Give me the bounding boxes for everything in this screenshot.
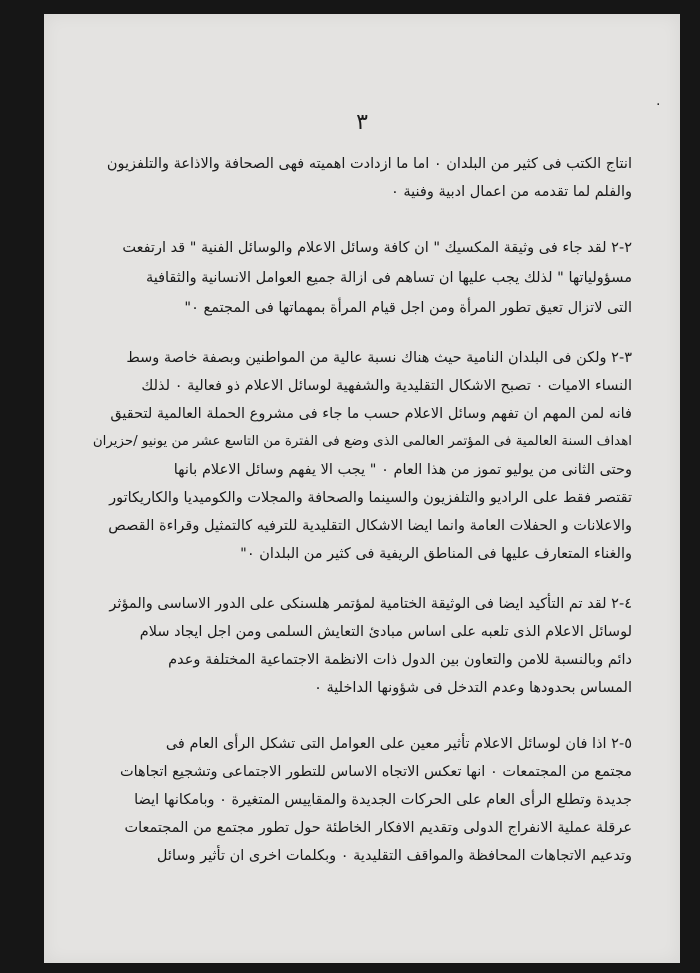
document-page [44,14,680,963]
paragraph-1-line-1: انتاج الكتب فى كثير من البلدان ٠ اما ما ازدادت اهميته فهى الصحافة والاذاعة والتلفزيون [106,156,632,172]
page-number: ٣ [356,110,368,135]
paragraph-5-line-5: وتدعيم الاتجاهات المحافظة والمواقف التقليدية ٠ وبكلمات اخرى ان تأثير وسائل [156,848,632,864]
paragraph-5-line-3: جديدة وتطلع الرأى العام على الحركات الجديدة والمقاييس المتغيرة ٠ وبامكانها ايضا [134,792,632,808]
corner-mark: ٠ [654,96,662,112]
paragraph-5-line-1: ٥-٢ اذا فان لوسائل الاعلام تأثير معين على العوامل التى تشكل الرأى العام فى [165,736,632,752]
paragraph-4-line-1: ٤-٢ لقد تم التأكيد ايضا فى الوثيقة الختامية لمؤتمر هلسنكى على الدور الاساسى والمؤثر [109,596,632,612]
paragraph-3-line-6: تقتصر فقط على الراديو والتلفزيون والسينما والصحافة والمجلات والكوميديا والكاريكاتور [109,490,632,506]
paragraph-5-line-2: مجتمع من المجتمعات ٠ انها تعكس الاتجاه الاساس للتطور الاجتماعى وتشجيع اتجاهات [119,764,632,780]
paragraph-4-line-4: المساس بحدودها وعدم التدخل فى شؤونها الداخلية ٠ [314,680,632,696]
paragraph-4-line-3: دائم وبالنسبة للامن والتعاون بين الدول ذات الانظمة الاجتماعية المختلفة وعدم [168,652,632,668]
paragraph-1-line-2: والفلم لما تقدمه من اعمال ادبية وفنية ٠ [391,184,632,200]
paragraph-3-line-8: والغناء المتعارف عليها فى المناطق الريفية فى كثير من البلدان ٠" [240,546,632,562]
paragraph-5-line-4: عرقلة عملية الانفراج الدولى وتقديم الافكار الخاطئة حول تطور مجتمع من المجتمعات [124,820,632,836]
paragraph-3-line-4: اهداف السنة العالمية فى المؤتمر العالمى الذى وضع فى الفترة من التاسع عشر من يونيو /حزيران [92,434,632,449]
paragraph-2-line-3: التى لاتزال تعيق تطور المرأة ومن اجل قيام المرأة بمهماتها فى المجتمع ٠" [184,300,632,316]
paragraph-2-line-1: ٢-٢ لقد جاء فى وثيقة المكسيك " ان كافة وسائل الاعلام والوسائل الفنية " قد ارتفعت [122,240,632,256]
paragraph-3-line-1: ٣-٢ ولكن فى البلدان النامية حيث هناك نسبة عالية من المواطنين وبصفة خاصة وسط [126,350,632,366]
paragraph-3-line-5: وحتى الثانى من يوليو تموز من هذا العام ٠ " يجب الا يفهم وسائل الاعلام بانها [173,462,632,478]
paragraph-2-line-2: مسؤولياتها " لذلك يجب عليها ان تساهم فى ازالة جميع العوامل الانسانية والثقافية [145,270,632,286]
paragraph-3-line-3: فانه لمن المهم ان تفهم وسائل الاعلام حسب ما جاء فى مشروع الحملة العالمية لتحقيق [110,406,632,422]
paragraph-3-line-7: والاعلانات و الحفلات العامة وانما ايضا الاشكال التقليدية للترفيه كالتمثيل وقراءة القصص [108,518,632,534]
paragraph-4-line-2: لوسائل الاعلام الذى تلعبه على اساس مبادئ التعايش السلمى ومن اجل ايجاد سلام [139,624,632,640]
paragraph-3-line-2: النساء الاميات ٠ تصبح الاشكال التقليدية والشفهية لوسائل الاعلام ذو فعالية ٠ لذلك [141,378,632,394]
